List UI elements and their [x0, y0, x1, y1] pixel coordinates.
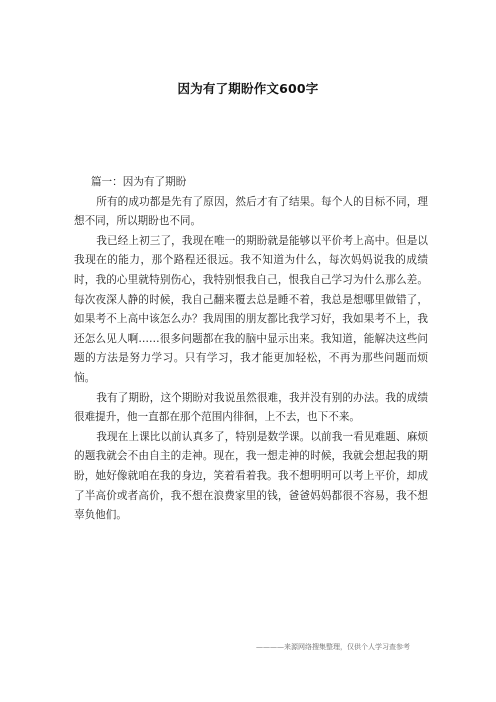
document-title: 因为有了期盼作文600字 [177, 81, 319, 96]
source-footer: ————来源网络搜集整理，仅供个人学习查参考 [256, 643, 410, 651]
section-heading: 篇一：因为有了期盼 [90, 176, 187, 188]
paragraph-3: 我有了期盼，这个期盼对我说虽然很难，我并没有别的办法。我的成绩很难提升，他一直都在那个范围内徘徊，上不去，也下不来。 [74, 391, 428, 424]
paragraph-1: 所有的成功都是先有了原因，然后才有了结果。每个人的目标不同，理想不同，所以期盼也不同。 [74, 195, 428, 228]
document-body [74, 173, 428, 526]
paragraph-2: 我已经上初三了，我现在唯一的期盼就是能够以平价考上高中。但是以我现在的能力，那个路程还很远。我不知道为什么，每次妈妈说我的成绩时，我的心里就特别伤心，我特别恨我自己，恨我自己学习为什么那么差。每次夜深人静的时候，我自己翻来覆去总是睡不着，我总是想哪里做错了，如果考不上高中该怎么办？我周围的朋友都比我学习好，我如果考不上，我还怎么见人啊……很多问题都在我的脑中显示出来。我知道，能解决这些问题的方法是努力学习。只有学习，我才能更加轻松，不再为那些问题而烦恼。 [74, 234, 428, 384]
paragraph-4: 我现在上课比以前认真多了，特别是数学课。以前我一看见难题、麻烦的题我就会不由自主的走神。现在，我一想走神的时候，我就会想起我的期盼，她好像就咱在我的身边，笑着看着我。我不想明明可以考上平价，却成了半高价或者高价，我不想在浪费家里的钱，爸爸妈妈都很不容易，我不想辜负他们。 [74, 430, 428, 522]
